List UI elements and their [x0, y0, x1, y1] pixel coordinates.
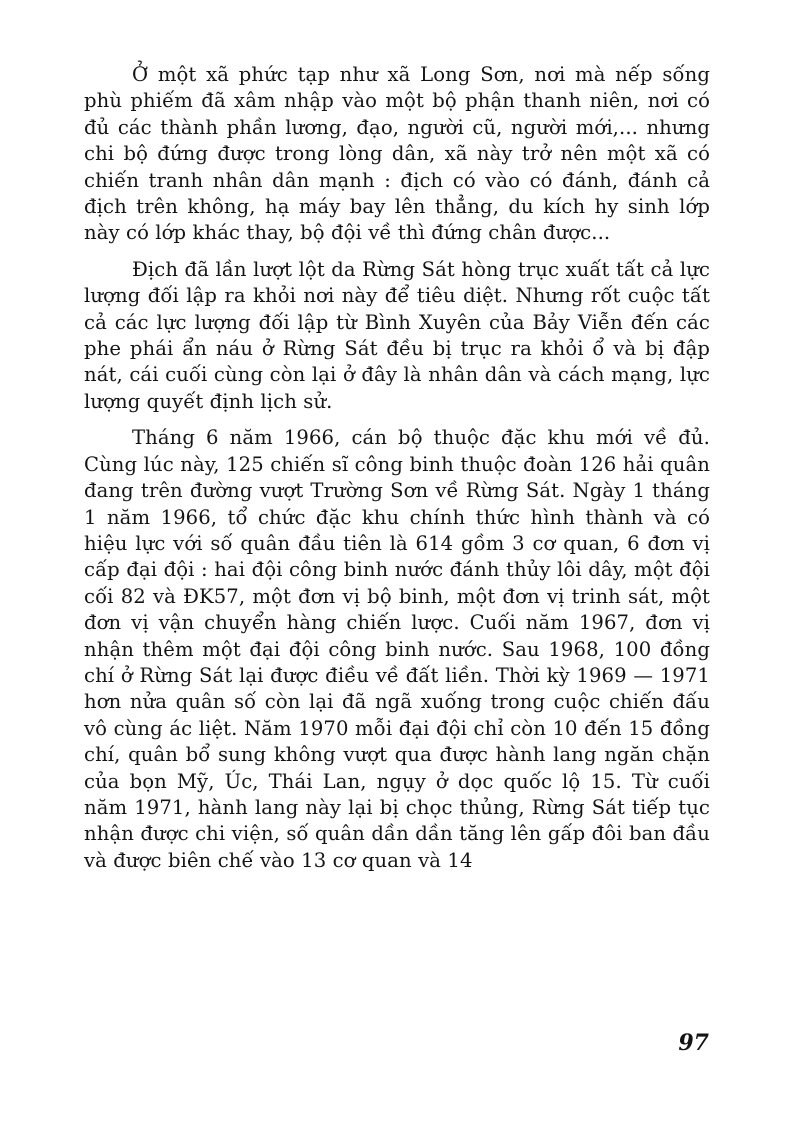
paragraph-dac-khu: Tháng 6 năm 1966, cán bộ thuộc đặc khu mới về đủ. Cùng lúc này, 125 chiến sĩ công binh thuộc đoàn 126 hải quân đang trên đường vượt Trường Sơn về Rừng Sát. Ngày 1 tháng 1 năm 1966, tổ chức đặc khu chính thức hình thành và có hiệu lực với số quân đầu tiên là 614 gồm 3 cơ quan, 6 đơn vị cấp đại đội : hai đội công binh nước đánh thủy lôi dây, một đội cối 82 và ĐK57, một đơn vị bộ binh, một đơn vị trinh sát, một đơn vị vận chuyển hàng chiến lược. Cuối năm 1967, đơn vị nhận thêm một đại đội công binh nước. Sau 1968, 100 đồng chí ở Rừng Sát lại được điều về đất liền. Thời kỳ 1969 — 1971 hơn nửa quân số còn lại đã ngã xuống trong cuộc chiến đấu vô cùng ác liệt. Năm 1970 mỗi đại đội chỉ còn 10 đến 15 đồng chí, quân bổ sung không vượt qua được hành lang ngăn chặn của bọn Mỹ, Úc, Thái Lan, ngụy ở dọc quốc lộ 15. Từ cuối năm 1971, hành lang này lại bị chọc thủng, Rừng Sát tiếp tục nhận được chi viện, số quân dần dần tăng lên gấp đôi ban đầu và được biên chế vào 13 cơ quan và 14 — [84, 426, 710, 872]
body-text — [84, 62, 710, 874]
paragraph-long-son: Ở một xã phức tạp như xã Long Sơn, nơi mà nếp sống phù phiếm đã xâm nhập vào một bộ phận thanh niên, nơi có đủ các thành phần lương, đạo, người cũ, người mới,... nhưng chi bộ đứng được trong lòng dân, xã này trở nên một xã có chiến tranh nhân dân mạnh : địch có vào có đánh, đánh cả địch trên không, hạ máy bay lên thẳng, du kích hy sinh lớp này có lớp khác thay, bộ đội về thì đứng chân được... — [84, 63, 710, 245]
paragraph-rung-sat: Địch đã lần lượt lột da Rừng Sát hòng trục xuất tất cả lực lượng đối lập ra khỏi nơi này để tiêu diệt. Nhưng rốt cuộc tất cả các lực lượng đối lập từ Bình Xuyên của Bảy Viễn đến các phe phái ẩn náu ở Rừng Sát đều bị trục ra khỏi ổ và bị đập nát, cái cuối cùng còn lại ở đây là nhân dân và cách mạng, lực lượng quyết định lịch sử. — [84, 257, 710, 413]
page-number: 97 — [678, 1030, 709, 1056]
